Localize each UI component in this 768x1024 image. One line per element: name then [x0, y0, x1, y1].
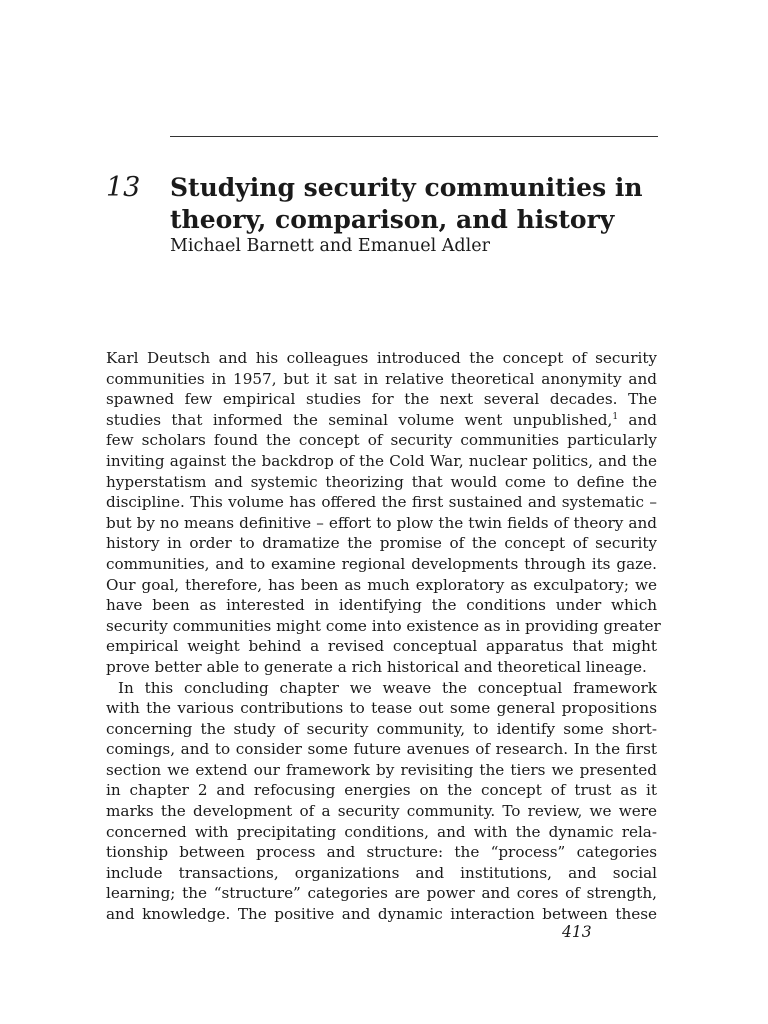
text-line: but by no means definitive – effort to plow the twin fields of theory and — [106, 513, 657, 532]
text-line-start: studies that informed the seminal volume went unpublished, — [106, 410, 613, 429]
text-line: inviting against the backdrop of the Cold War, nuclear politics, and the — [106, 451, 657, 470]
text-line: have been as interested in identifying the conditions under which — [106, 596, 657, 615]
chapter-number: 13 — [106, 172, 141, 203]
text-line: security communities might come into existence as in providing greater — [106, 616, 661, 635]
text-line: marks the development of a security community. To review, we were — [106, 802, 657, 821]
text-line: spawned few empirical studies for the next several decades. The — [106, 390, 657, 409]
text-line: and knowledge. The positive and dynamic interaction between these — [106, 905, 657, 924]
text-line: with the various contributions to tease out some general propositions — [106, 699, 657, 718]
text-line: hyperstatism and systemic theorizing that would come to define the — [106, 472, 657, 491]
page-number: 413 — [562, 923, 592, 941]
body-text — [106, 348, 661, 925]
text-line: history in order to dramatize the promise of the concept of security — [106, 534, 657, 553]
text-line: few scholars found the concept of security communities particularly — [106, 431, 657, 450]
text-line: tionship between process and structure: the “process” categories — [106, 843, 657, 862]
text-line: learning; the “structure” categories are power and cores of strength, — [106, 884, 657, 903]
text-line: include transactions, organizations and institutions, and social — [106, 863, 657, 882]
chapter-title — [170, 172, 670, 236]
text-line: communities, and to examine regional developments through its gaze. — [106, 554, 657, 573]
text-line-end: and — [618, 410, 657, 429]
text-line — [106, 410, 657, 431]
chapter-authors: Michael Barnett and Emanuel Adler — [170, 236, 490, 256]
text-line: concerning the study of security community, to identify some short- — [106, 719, 657, 738]
text-line: discipline. This volume has offered the first sustained and systematic – — [106, 493, 657, 512]
text-line: Karl Deutsch and his colleagues introduced the concept of security — [106, 349, 657, 367]
chapter-title-line-2: theory, comparison, and history — [170, 205, 615, 234]
text-line: In this concluding chapter we weave the conceptual framework — [118, 678, 657, 697]
text-line: Our goal, therefore, has been as much exploratory as exculpatory; we — [106, 575, 657, 594]
top-rule — [170, 136, 658, 137]
text-line: empirical weight behind a revised conceptual apparatus that might — [106, 637, 657, 656]
text-line: in chapter 2 and refocusing energies on the concept of trust as it — [106, 781, 657, 800]
text-line: prove better able to generate a rich historical and theoretical lineage. — [106, 657, 647, 676]
text-line: communities in 1957, but it sat in relative theoretical anonymity and — [106, 369, 657, 388]
text-line: comings, and to consider some future avenues of research. In the first — [106, 740, 657, 759]
text-line: concerned with precipitating conditions, and with the dynamic rela- — [106, 822, 657, 841]
text-line: section we extend our framework by revisiting the tiers we presented — [106, 760, 657, 779]
chapter-title-line-1: Studying security communities in — [170, 173, 643, 202]
footnote-marker[interactable]: 1 — [612, 411, 619, 422]
